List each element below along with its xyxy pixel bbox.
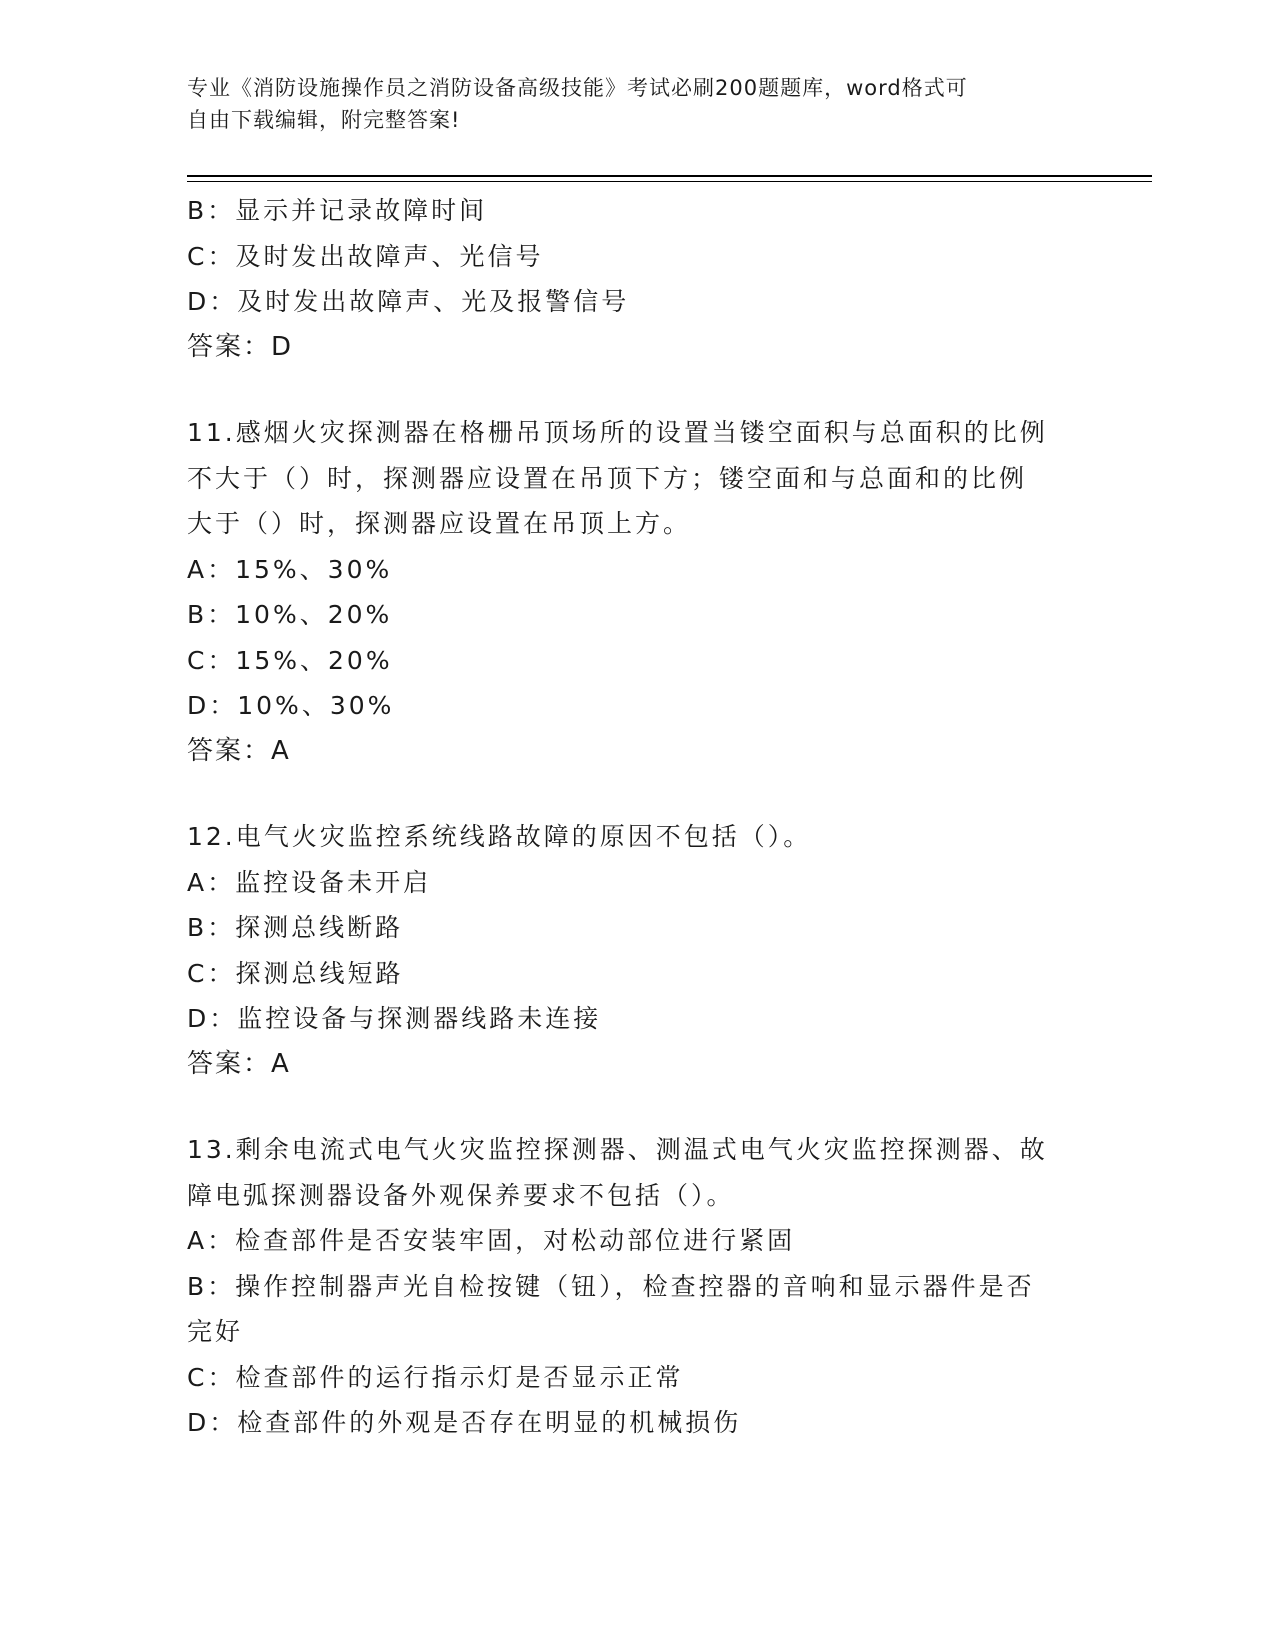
question-content [187,188,1087,1446]
header-line-1: 专业《消防设施操作员之消防设备高级技能》考试必刷200题题库，word格式可 [187,76,968,100]
question-stem-line: 13.剩余电流式电气火灾监控探测器、测温式电气火灾监控探测器、故 [187,1135,1048,1164]
option-c: C：15%、20% [187,645,393,675]
question-stem-line: 障电弧探测器设备外观保养要求不包括（）。 [187,1180,735,1210]
option-b: B：探测总线断路 [187,913,404,942]
option-a: A：15%、30% [187,554,393,584]
option-c: C：检查部件的运行指示灯是否显示正常 [187,1362,684,1392]
answer-line: 答案：D [187,331,294,362]
question-spacer [187,370,1087,410]
page-header [187,72,1087,136]
option-b: B：显示并记录故障时间 [187,196,488,225]
header-rule-thick [187,175,1152,177]
answer-line: 答案：A [187,1048,291,1079]
option-a: A：检查部件是否安装牢固，对松动部位进行紧固 [187,1226,796,1255]
question-13 [187,1127,1087,1446]
option-b: B：10%、20% [187,600,393,629]
option-d: D：检查部件的外观是否存在明显的机械损伤 [187,1408,742,1437]
option-d: D：10%、30% [187,691,395,720]
header-rule-thin [187,181,1152,182]
question-10-continued [187,188,1087,370]
option-c: C：探测总线短路 [187,958,404,988]
option-d: D：及时发出故障声、光及报警信号 [187,287,630,316]
question-spacer [187,774,1087,814]
question-12 [187,814,1087,1087]
option-b-continued: 完好 [187,1317,244,1346]
question-stem-line: 不大于（）时，探测器应设置在吊顶下方；镂空面和与总面和的比例 [187,463,1028,493]
question-stem-line: 大于（）时，探测器应设置在吊顶上方。 [187,509,692,538]
question-spacer [187,1087,1087,1127]
option-a: A：监控设备未开启 [187,867,432,897]
question-11 [187,410,1087,774]
question-stem-line: 12.电气火灾监控系统线路故障的原因不包括（）。 [187,822,812,851]
option-d: D：监控设备与探测器线路未连接 [187,1004,602,1033]
answer-line: 答案：A [187,735,291,766]
header-line-2: 自由下载编辑，附完整答案! [187,108,461,132]
option-b: B：操作控制器声光自检按键（钮），检查控器的音响和显示器件是否 [187,1271,1035,1301]
option-c: C：及时发出故障声、光信号 [187,241,544,271]
question-stem-line: 11.感烟火灾探测器在格栅吊顶场所的设置当镂空面积与总面积的比例 [187,418,1048,447]
